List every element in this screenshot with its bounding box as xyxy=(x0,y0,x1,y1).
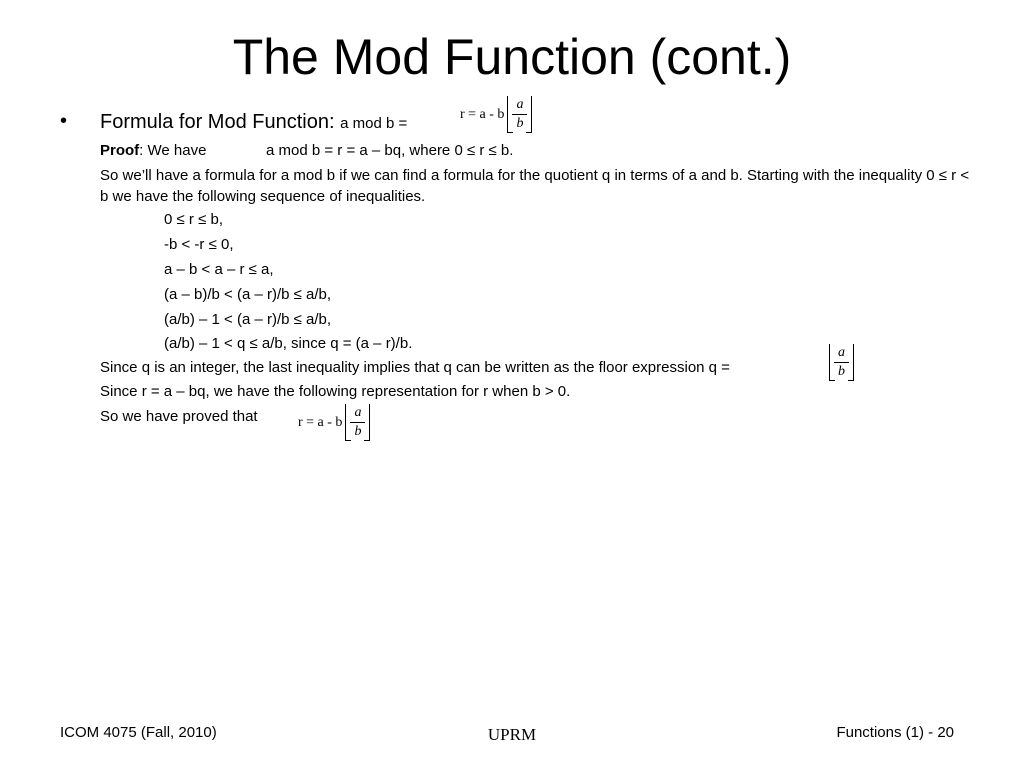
paragraph-quotient: So we’ll have a formula for a mod b if we can find a formula for the quotient q in terms of a and b. Starting with the inequality 0 ≤ r < b we have the following sequence of inequalities. xyxy=(100,167,970,205)
since-q-text: Since q is an integer, the last inequality implies that q can be written as the floor expression q = xyxy=(100,359,730,376)
footer-page: Functions (1) - 20 xyxy=(836,724,954,741)
proof-label: Proof xyxy=(100,142,140,159)
inequality-line: -b < -r ≤ 0, xyxy=(164,236,234,253)
since-r-text: Since r = a – bq, we have the following representation for r when b > 0. xyxy=(100,383,571,400)
slide-title: The Mod Function (cont.) xyxy=(232,29,792,85)
proved-text: So we have proved that xyxy=(100,408,258,425)
inequality-line: (a/b) – 1 < (a – r)/b ≤ a/b, xyxy=(164,311,332,328)
footer-institution: UPRM xyxy=(487,725,537,744)
formula-mod-lhs: r = a - b xyxy=(460,106,505,122)
fraction-denominator: b xyxy=(354,424,362,439)
bullet-label: Formula for Mod Function: xyxy=(100,111,335,133)
inequality-line: a – b < a – r ≤ a, xyxy=(164,261,274,278)
formula-q xyxy=(826,344,854,381)
bullet-suffix: a mod b = xyxy=(340,115,408,132)
inequality-line: (a/b) – 1 < q ≤ a/b, since q = (a – r)/b. xyxy=(164,335,413,352)
fraction-numerator: a xyxy=(512,96,527,115)
fraction-denominator: b xyxy=(516,116,524,131)
fraction-numerator: a xyxy=(834,344,849,363)
proof-text: : We have xyxy=(139,142,207,159)
footer-course: ICOM 4075 (Fall, 2010) xyxy=(60,724,217,741)
floor-bracket xyxy=(829,344,854,381)
formula-mod xyxy=(460,96,532,133)
floor-bracket xyxy=(507,96,532,133)
inequality-line: (a – b)/b < (a – r)/b ≤ a/b, xyxy=(164,286,332,303)
proof-line xyxy=(100,142,206,160)
inequality-line: 0 ≤ r ≤ b, xyxy=(164,211,223,228)
fraction-denominator: b xyxy=(838,364,845,379)
formula-proved-lhs: r = a - b xyxy=(298,414,343,430)
fraction-numerator: a xyxy=(350,404,365,423)
floor-bracket xyxy=(345,404,370,441)
formula-proved xyxy=(298,404,370,441)
proof-statement: a mod b = r = a – bq, where 0 ≤ r ≤ b. xyxy=(266,142,514,159)
bullet-marker: • xyxy=(60,110,68,132)
bullet-line xyxy=(100,110,407,136)
